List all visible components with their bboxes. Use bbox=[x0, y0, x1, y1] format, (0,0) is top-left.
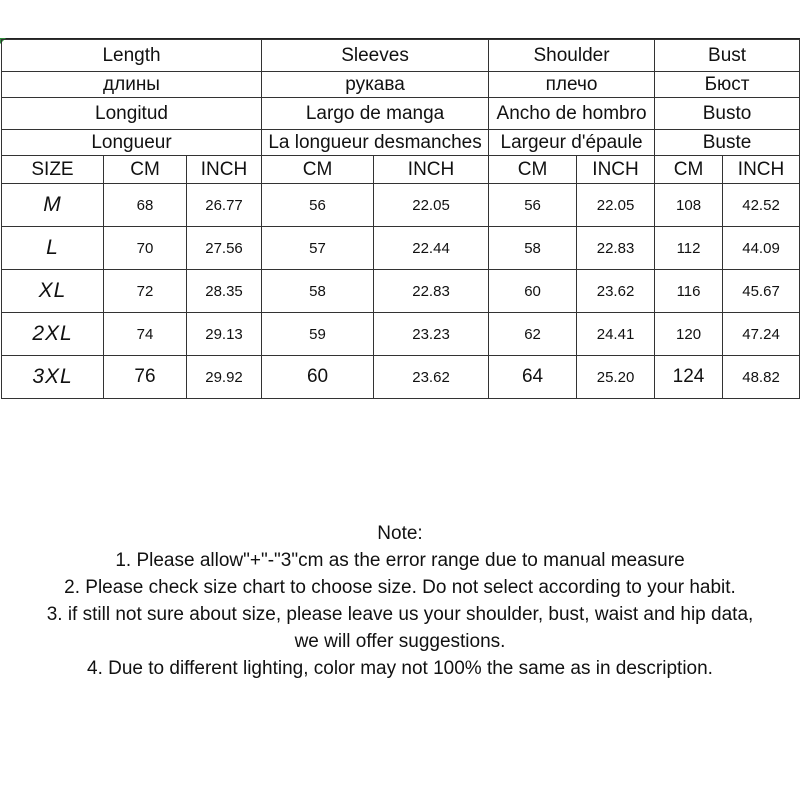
note-line: 3. if still not sure about size, please leave us your shoulder, bust, waist and hip data, bbox=[46, 604, 754, 625]
sleeve-cm: 60 bbox=[262, 356, 374, 399]
size-label: 3XL bbox=[2, 356, 104, 399]
header-sleeves-es: Largo de manga bbox=[262, 98, 489, 130]
header-sleeves-fr: La longueur desmanches bbox=[262, 130, 489, 156]
note-title: Note: bbox=[377, 523, 423, 544]
shoulder-inch: 22.05 bbox=[577, 184, 655, 227]
table-row bbox=[2, 184, 800, 227]
note-line: 4. Due to different lighting, color may not 100% the same as in description. bbox=[87, 658, 713, 679]
header-bust-fr: Buste bbox=[655, 130, 800, 156]
size-label: XL bbox=[2, 270, 104, 313]
sleeve-cm-header: CM bbox=[262, 156, 374, 184]
length-cm: 70 bbox=[104, 227, 187, 270]
size-column-header: SIZE bbox=[2, 156, 104, 184]
shoulder-inch: 25.20 bbox=[577, 356, 655, 399]
length-inch: 26.77 bbox=[187, 184, 262, 227]
bust-inch: 47.24 bbox=[723, 313, 800, 356]
shoulder-cm-header: CM bbox=[489, 156, 577, 184]
header-row-french bbox=[2, 130, 800, 156]
header-bust-es: Busto bbox=[655, 98, 800, 130]
shoulder-inch: 23.62 bbox=[577, 270, 655, 313]
header-bust-ru: Бюст bbox=[655, 72, 800, 98]
sleeve-inch: 22.83 bbox=[374, 270, 489, 313]
table-row bbox=[2, 313, 800, 356]
length-inch: 29.92 bbox=[187, 356, 262, 399]
shoulder-cm: 56 bbox=[489, 184, 577, 227]
length-inch: 28.35 bbox=[187, 270, 262, 313]
header-length-es: Longitud bbox=[2, 98, 262, 130]
sleeve-inch: 22.44 bbox=[374, 227, 489, 270]
shoulder-inch: 24.41 bbox=[577, 313, 655, 356]
sleeve-inch: 23.23 bbox=[374, 313, 489, 356]
size-label: M bbox=[2, 184, 104, 227]
header-bust-en: Bust bbox=[655, 40, 800, 72]
shoulder-inch: 22.83 bbox=[577, 227, 655, 270]
header-length-en: Length bbox=[2, 40, 262, 72]
sleeve-cm: 57 bbox=[262, 227, 374, 270]
header-length-fr: Longueur bbox=[2, 130, 262, 156]
bust-inch-header: INCH bbox=[723, 156, 800, 184]
sleeve-cm: 56 bbox=[262, 184, 374, 227]
bust-cm: 108 bbox=[655, 184, 723, 227]
sleeve-inch: 23.62 bbox=[374, 356, 489, 399]
length-cm: 68 bbox=[104, 184, 187, 227]
length-cm: 72 bbox=[104, 270, 187, 313]
shoulder-cm: 62 bbox=[489, 313, 577, 356]
note-line: we will offer suggestions. bbox=[294, 631, 506, 652]
note-line: 1. Please allow"+"-"3"cm as the error range due to manual measure bbox=[115, 550, 685, 571]
bust-cm: 120 bbox=[655, 313, 723, 356]
header-row-spanish bbox=[2, 98, 800, 130]
header-row-english bbox=[2, 40, 800, 72]
header-row-russian bbox=[2, 72, 800, 98]
length-inch-header: INCH bbox=[187, 156, 262, 184]
bust-inch: 45.67 bbox=[723, 270, 800, 313]
sleeve-inch-header: INCH bbox=[374, 156, 489, 184]
unit-header-row bbox=[2, 156, 800, 184]
header-shoulder-es: Ancho de hombro bbox=[489, 98, 655, 130]
length-cm: 74 bbox=[104, 313, 187, 356]
header-shoulder-fr: Largeur d'épaule bbox=[489, 130, 655, 156]
sleeve-inch: 22.05 bbox=[374, 184, 489, 227]
length-inch: 27.56 bbox=[187, 227, 262, 270]
header-shoulder-en: Shoulder bbox=[489, 40, 655, 72]
size-label: 2XL bbox=[2, 313, 104, 356]
sleeve-cm: 59 bbox=[262, 313, 374, 356]
header-sleeves-en: Sleeves bbox=[262, 40, 489, 72]
shoulder-cm: 64 bbox=[489, 356, 577, 399]
length-inch: 29.13 bbox=[187, 313, 262, 356]
length-cm: 76 bbox=[104, 356, 187, 399]
header-length-ru: длины bbox=[2, 72, 262, 98]
shoulder-cm: 60 bbox=[489, 270, 577, 313]
table-row bbox=[2, 356, 800, 399]
table-row bbox=[2, 227, 800, 270]
header-shoulder-ru: плечо bbox=[489, 72, 655, 98]
note-section bbox=[0, 520, 800, 682]
note-line: 2. Please check size chart to choose size. Do not select according to your habit. bbox=[64, 577, 736, 598]
bust-inch: 44.09 bbox=[723, 227, 800, 270]
bust-cm: 124 bbox=[655, 356, 723, 399]
shoulder-cm: 58 bbox=[489, 227, 577, 270]
bust-cm-header: CM bbox=[655, 156, 723, 184]
sleeve-cm: 58 bbox=[262, 270, 374, 313]
size-chart-table bbox=[1, 39, 800, 399]
bust-cm: 116 bbox=[655, 270, 723, 313]
bust-inch: 48.82 bbox=[723, 356, 800, 399]
bust-inch: 42.52 bbox=[723, 184, 800, 227]
header-sleeves-ru: рукава bbox=[262, 72, 489, 98]
bust-cm: 112 bbox=[655, 227, 723, 270]
length-cm-header: CM bbox=[104, 156, 187, 184]
shoulder-inch-header: INCH bbox=[577, 156, 655, 184]
table-row bbox=[2, 270, 800, 313]
size-label: L bbox=[2, 227, 104, 270]
